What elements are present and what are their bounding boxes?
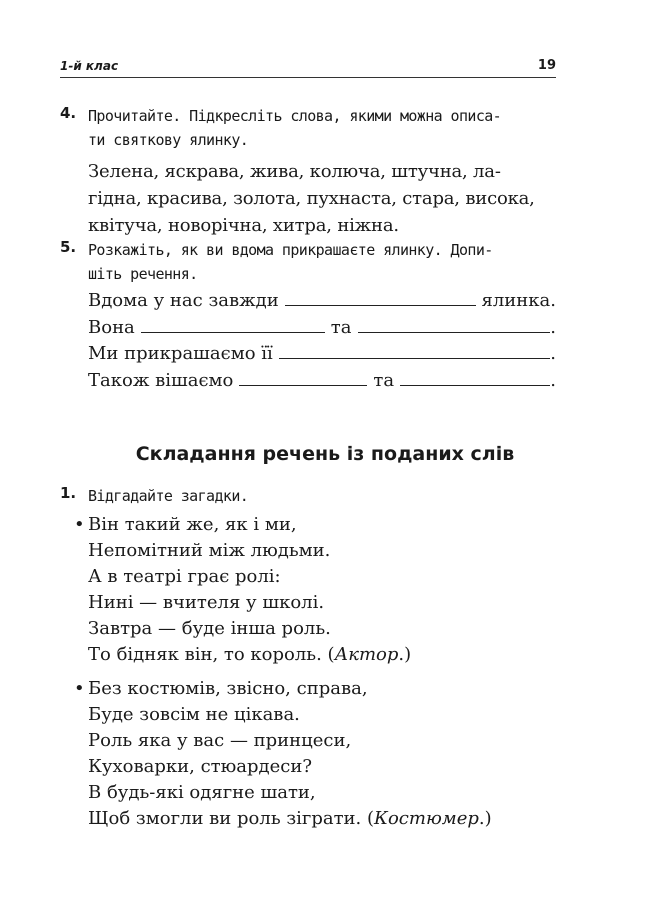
instruction-line: Розкажіть, як ви вдома прикрашаєте ялинку. Допи- (88, 241, 493, 259)
riddle-line: Куховарки, стюардеси? (88, 756, 313, 777)
instruction-line: шіть речення. (88, 265, 198, 283)
answer-blank[interactable] (358, 316, 551, 333)
sentence-start: Вдома у нас завжди (88, 290, 279, 311)
task-instruction (88, 104, 556, 152)
riddle-line: Завтра — буде інша роль. (88, 618, 331, 639)
sentence-row (88, 288, 556, 315)
riddle-closing: .) (478, 808, 492, 829)
task-4 (60, 104, 556, 239)
sentence-start: Вона (88, 316, 135, 338)
sentence-end: ялинка. (481, 290, 556, 311)
task-5 (60, 238, 556, 394)
riddle-line (88, 642, 556, 668)
task-1 (60, 484, 556, 832)
sentence-end: . (550, 369, 556, 391)
sentence-end: . (550, 316, 556, 338)
riddle-line (88, 806, 556, 832)
riddle-line: Роль яка у вас — принцеси, (88, 730, 352, 751)
riddle-line: Без костюмів, звісно, справа, (88, 678, 368, 699)
word-line: Зелена, яскрава, жива, колюча, штучна, ла- (88, 161, 501, 182)
grade-label: 1-й клас (60, 59, 119, 73)
answer-blank[interactable] (400, 369, 550, 386)
riddle-line-text: То бідняк він, то король. ( (88, 644, 335, 665)
riddle-closing: .) (398, 644, 412, 665)
task-number: 5. (60, 238, 77, 256)
word-list (88, 158, 556, 239)
instruction-line: Прочитайте. Підкресліть слова, якими можна описа- (88, 107, 502, 125)
sentence-start: Також вішаємо (88, 369, 234, 391)
fill-in-sentences (88, 288, 556, 394)
sentence-end: . (550, 343, 556, 364)
page-number: 19 (537, 58, 556, 73)
word-line: гідна, красива, золота, пухнаста, стара, висока, (88, 188, 535, 209)
sentence-conjunction: та (330, 316, 352, 338)
answer-blank[interactable] (279, 342, 550, 359)
sentence-row (88, 315, 556, 342)
task-instruction (88, 238, 556, 286)
answer-blank[interactable] (285, 289, 476, 306)
section-title: Складання речень із поданих слів (135, 443, 515, 465)
task-number: 1. (60, 484, 77, 502)
task-number: 4. (60, 104, 77, 122)
riddle-answer: Костюмер (374, 808, 479, 829)
task-instruction: Відгадайте загадки. (88, 487, 249, 505)
answer-blank[interactable] (239, 369, 367, 386)
word-line: квітуча, новорічна, хитра, ніжна. (88, 215, 399, 236)
riddle-answer: Актор (334, 644, 399, 665)
bullet: • (74, 678, 85, 699)
sentence-start: Ми прикрашаємо її (88, 343, 273, 364)
riddle-line-text: Щоб змогли ви роль зіграти. ( (88, 808, 375, 829)
riddle-2 (74, 676, 556, 832)
riddle-line: Нині — вчителя у школі. (88, 592, 325, 613)
sentence-row (88, 341, 556, 368)
sentence-row (88, 368, 556, 395)
page-header (60, 57, 556, 78)
riddle-line: Він такий же, як і ми, (88, 514, 297, 535)
sentence-conjunction: та (373, 369, 395, 391)
riddle-1 (74, 512, 556, 668)
answer-blank[interactable] (141, 316, 325, 333)
riddle-line: В будь-які одягне шати, (88, 782, 316, 803)
bullet: • (74, 514, 85, 535)
instruction-line: ти святкову ялинку. (88, 131, 249, 149)
riddle-line: Буде зовсім не цікава. (88, 704, 300, 725)
riddle-line: А в театрі грає ролі: (88, 566, 281, 587)
riddle-line: Непомітний між людьми. (88, 540, 331, 561)
